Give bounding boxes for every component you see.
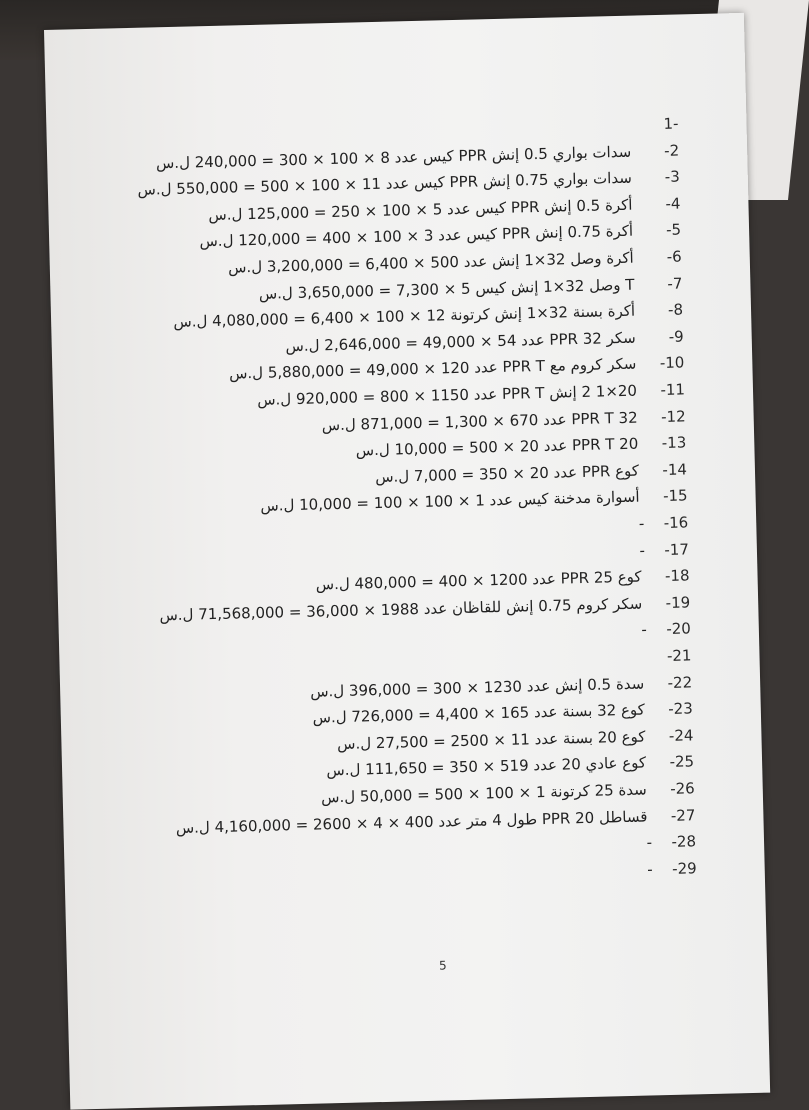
item-number: 1- (663, 114, 679, 133)
item-text: سدات بواري 0.5 إنش PPR كيس عدد 8 × 100 × 300 = 240,000 ل.س (155, 142, 632, 172)
item-number: -21 (666, 646, 692, 665)
item-number: -10 (659, 353, 685, 373)
item-text: PPR T 20 عدد 20 × 500 = 10,000 ل.س (355, 434, 639, 460)
item-number: -14 (662, 460, 688, 479)
item-number: -6 (666, 247, 682, 266)
item-text: سكر كروم 0.75 إنش للقاظان عدد 1988 × 36,000 = 71,568,000 ل.س (159, 594, 643, 625)
item-number: -8 (667, 300, 684, 320)
item-number: -7 (667, 274, 683, 293)
item-number: -4 (665, 194, 681, 213)
item-text: T وصل 32×1 إنش كيس 5 × 7,300 = 3,650,000 ل.س (258, 275, 635, 303)
item-text: سكر PPR 32 عدد 54 × 49,000 = 2,646,000 ل.س (285, 328, 636, 355)
item-number: -25 (669, 752, 695, 772)
item-text: 20×1 2 إنش PPR T عدد 1150 × 800 = 920,000 ل.س (256, 381, 638, 409)
item-text: أكرة 0.5 إنش PPR كيس عدد 5 × 100 × 250 = 125,000 ل.س (208, 195, 633, 224)
item-text: سكر كروم مع PPR T عدد 120 × 49,000 = 5,880,000 ل.س (228, 355, 637, 383)
item-number: -2 (663, 141, 680, 160)
item-number: -27 (670, 805, 696, 825)
item-text: أسوارة مدخنة كيس عدد 1 × 100 × 100 = 10,000 ل.س (260, 487, 640, 516)
item-number: -13 (661, 433, 687, 453)
item-dash: - (647, 860, 653, 879)
item-text: كوع 32 بسنة عدد 165 × 4,400 = 726,000 ل.س (312, 700, 646, 727)
item-number: -22 (667, 672, 693, 692)
item-text: كوع عادي 20 عدد 519 × 350 = 111,650 ل.س (326, 753, 647, 780)
item-text: كوع PPR عدد 20 × 350 = 7,000 ل.س (374, 461, 640, 486)
item-number: -29 (671, 859, 697, 878)
item-number: -12 (660, 407, 686, 426)
item-text: PPR T 32 عدد 670 × 1,300 = 871,000 ل.س (321, 408, 638, 434)
item-number: -20 (666, 619, 692, 639)
item-text: سدة 0.5 إنش عدد 1230 × 300 = 396,000 ل.س (309, 674, 645, 701)
item-number: -9 (668, 327, 684, 346)
item-text: سدة 25 كرتونة 1 × 100 × 500 = 50,000 ل.س (320, 780, 647, 807)
item-text: قساطل PPR 20 طول 4 متر عدد 400 × 4 × 2600 = 4,160,000 ل.س (175, 807, 648, 837)
item-number: -24 (668, 726, 694, 745)
item-number: -18 (664, 566, 690, 586)
item-text: أكرة 0.75 إنش PPR كيس عدد 3 × 100 × 400 = 120,000 ل.س (199, 222, 634, 251)
item-dash: - (639, 541, 646, 560)
item-number: -16 (663, 513, 689, 533)
item-number: -28 (671, 832, 697, 852)
item-text: كوع PPR 25 عدد 1200 × 400 = 480,000 ل.س (315, 567, 642, 594)
item-number: -23 (668, 699, 693, 719)
item-text: أكرة بسنة 32×1 إنش كرتونة 12 × 100 × 6,400 = 4,080,000 ل.س (173, 301, 636, 332)
item-dash: - (638, 514, 645, 533)
page-number: 5 (438, 958, 447, 973)
item-text: كوع 20 بسنة عدد 11 × 2500 = 27,500 ل.س (336, 727, 646, 753)
item-number: -11 (660, 380, 686, 400)
item-text: أكرة وصل 32×1 إنش عدد 500 × 6,400 = 3,200,000 ل.س (227, 248, 634, 277)
item-dash: - (646, 833, 653, 852)
item-text: سدات بواري 0.75 إنش PPR كيس عدد 11 × 100 × 500 = 550,000 ل.س (137, 168, 633, 199)
item-number: -19 (665, 593, 691, 612)
item-dash: - (641, 620, 648, 639)
item-number: -15 (662, 486, 688, 506)
item-number: -17 (664, 539, 690, 559)
item-number: -26 (670, 779, 695, 798)
item-number: -3 (664, 167, 680, 187)
item-number: -5 (665, 220, 682, 240)
document-page (44, 13, 770, 1110)
